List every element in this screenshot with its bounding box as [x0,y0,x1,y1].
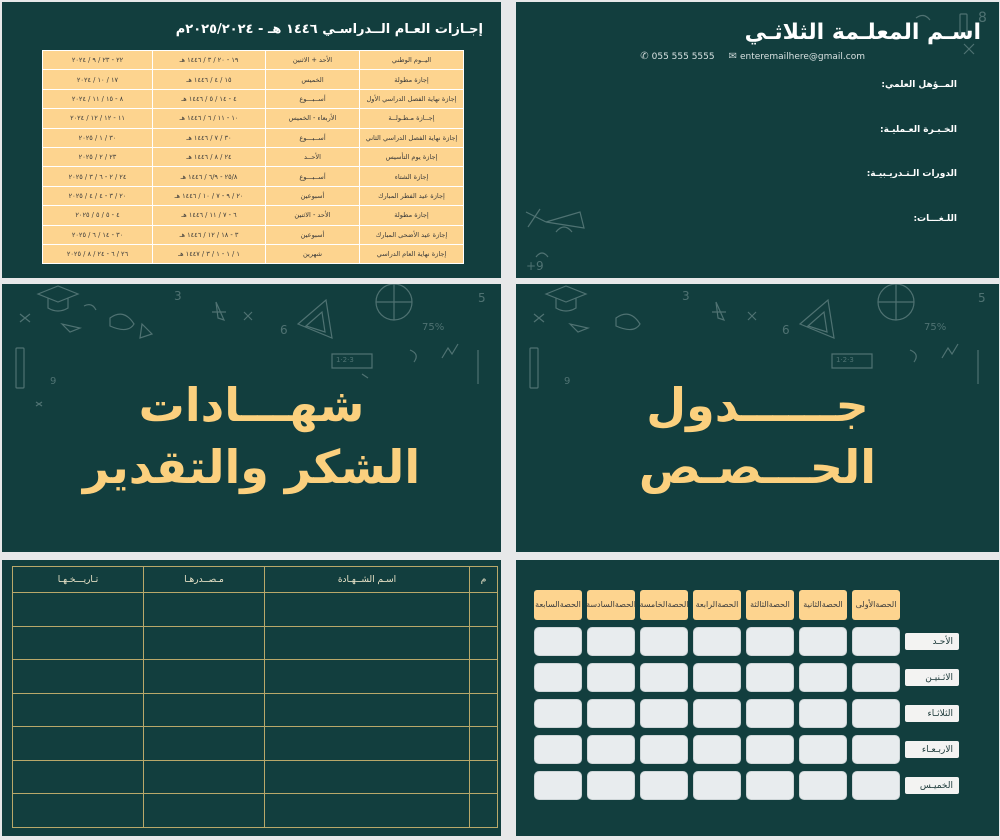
holiday-hijri-date: ٤ - ١٤ / ٥ / ١٤٤٦ هـ [153,89,266,108]
cell-source[interactable] [144,727,265,761]
holiday-row [43,51,464,70]
schedule-cell[interactable] [534,663,582,692]
schedule-cell[interactable] [693,699,741,728]
holiday-hijri-date: ١٩ - ٢٠ / ٣ / ١٤٤٦ هـ [153,51,266,70]
certificate-row [13,593,498,627]
holiday-hijri-date: ١ / ١ - ١ / ٣ / ١٤٤٧ هـ [153,244,266,263]
certificate-row [13,693,498,727]
holiday-gregorian-date: ٤ - ٥ / ٥ / ٢٠٢٥ [43,206,153,225]
holiday-gregorian-date: ٢٢ - ٢٣ / ٩ / ٢٠٢٤ [43,51,153,70]
schedule-cell[interactable] [693,663,741,692]
holidays-title: إجـازات العـام الــدراسـي ١٤٤٦ هـ - ٢٠٢٥/٢٠٢٤م [175,22,483,37]
period-header [746,590,794,620]
schedule-cell[interactable] [587,735,635,764]
holiday-row [43,128,464,147]
cell-source[interactable] [144,626,265,660]
cell-date[interactable] [13,760,144,794]
schedule-title-line1: جــــــدول [646,378,869,432]
schedule-cell[interactable] [693,771,741,800]
schedule-cell[interactable] [799,699,847,728]
svg-text:1·2·3: 1·2·3 [336,356,354,364]
period-ordinal: السادسة [586,600,615,609]
holiday-gregorian-date: ٢٦ / ٦ - ٢٤ / ٨ / ٢٠٢٥ [43,244,153,263]
holiday-duration: الأحد + الاثنين [266,51,360,70]
day-label: الثلاثـاء [905,705,959,722]
period-ordinal: الثالثة [750,600,769,609]
slide-certificates-cover[interactable] [2,284,501,552]
svg-text:8: 8 [978,10,987,26]
cell-date[interactable] [13,660,144,694]
holiday-gregorian-date: ٣٠ / ١ / ٢٠٢٥ [43,128,153,147]
email-address: enteremailhere@gmail.com [740,52,865,62]
holiday-gregorian-date: ٢٠ / ٣ - ٤ / ٤ / ٢٠٢٥ [43,186,153,205]
holiday-gregorian-date: ٢٣ / ٢ / ٢٠٢٥ [43,147,153,166]
day-label: الأحـد [905,633,959,650]
period-ordinal: الخامسة [639,600,668,609]
phone-number: 055 555 5555 [651,52,715,62]
schedule-grid [534,590,959,800]
cell-number[interactable] [470,626,498,660]
cell-source[interactable] [144,693,265,727]
period-label: الحصة [768,600,790,609]
schedule-cell[interactable] [587,699,635,728]
holiday-duration: أســبـــوع [266,128,360,147]
schedule-cell[interactable] [852,735,900,764]
period-header [693,590,741,620]
period-label: الحصة [614,600,636,609]
courses-label: الدورات الـتـدريـبيـة: [866,169,957,179]
cell-certificate-name[interactable] [265,593,470,627]
holiday-hijri-date: ٢٤ / ٨ / ١٤٤٦ هـ [153,147,266,166]
period-label: الحصة [821,600,843,609]
period-header [587,590,635,620]
holiday-name: إجازة نهاية الفصل الدراسي الأول [360,89,464,108]
holiday-gregorian-date: ٢٤ / ٢ - ٦ / ٣ / ٢٠٢٥ [43,167,153,186]
holiday-hijri-date: ٢٠ / ٩ - ٧ / ١٠ / ١٤٤٦ هـ [153,186,266,205]
holiday-name: إجازة مطولة [360,70,464,89]
cell-number[interactable] [470,660,498,694]
holiday-hijri-date: ٣ - ١٨ / ١٢ / ١٤٤٦ هـ [153,225,266,244]
holiday-duration: شهرين [266,244,360,263]
holiday-row [43,167,464,186]
certificate-row [13,660,498,694]
certificates-title-line1: شهـــادات [138,378,365,432]
schedule-cell[interactable] [746,663,794,692]
svg-text:3: 3 [174,289,182,303]
holiday-row [43,244,464,263]
schedule-title-line2: الحـــصـص [638,440,877,494]
slide-certificates-table[interactable] [2,560,501,836]
period-ordinal: الثانية [803,600,822,609]
holiday-name: إجازة عيد الفطر المبارك [360,186,464,205]
period-label: الحصة [875,600,897,609]
schedule-cell[interactable] [534,627,582,656]
schedule-cell[interactable] [534,699,582,728]
holiday-hijri-date: ٦ - ٧ / ١١ / ١٤٤٦ هـ [153,206,266,225]
holiday-row [43,147,464,166]
holiday-gregorian-date: ١١ - ١٢ / ١٢ / ٢٠٢٤ [43,109,153,128]
holiday-name: إجازة مطولة [360,206,464,225]
schedule-cell[interactable] [640,627,688,656]
slide-weekly-schedule[interactable] [516,560,999,836]
slide-holidays[interactable] [2,2,501,278]
holiday-name: إجازة نهاية الفصل الدراسي الثاني [360,128,464,147]
schedule-cell[interactable] [746,771,794,800]
day-label: الخميـس [905,777,959,794]
schedule-cell[interactable] [587,627,635,656]
holiday-duration: الخميس [266,70,360,89]
certificate-row [13,794,498,828]
holiday-row [43,186,464,205]
svg-text:9: 9 [50,376,57,387]
languages-label: اللـغـــات: [913,214,957,224]
cell-date[interactable] [13,693,144,727]
holiday-name: إجازة نهاية العام الدراسي [360,244,464,263]
cell-number[interactable] [470,693,498,727]
holiday-duration: أســبـــوع [266,167,360,186]
schedule-cell[interactable] [852,627,900,656]
svg-text:9: 9 [564,376,571,387]
day-label: الاربـعـاء [905,741,959,758]
cell-date[interactable] [13,727,144,761]
schedule-cell[interactable] [587,663,635,692]
holiday-duration: الأحــد [266,147,360,166]
period-label: الحصة [667,600,689,609]
schedule-cell[interactable] [852,771,900,800]
schedule-cell[interactable] [799,771,847,800]
header-number: م [470,567,498,593]
email-contact [729,51,865,62]
day-label: الاثـنيـن [905,669,959,686]
holiday-gregorian-date: ٣٠ - ١٤ / ٦ / ٢٠٢٥ [43,225,153,244]
holiday-row [43,225,464,244]
schedule-cell[interactable] [534,735,582,764]
cell-date[interactable] [13,794,144,828]
svg-text:75%: 75% [924,322,947,333]
svg-text:5: 5 [478,291,486,305]
certificate-row [13,626,498,660]
cell-certificate-name[interactable] [265,760,470,794]
holiday-gregorian-date: ١٧ / ١٠ / ٢٠٢٤ [43,70,153,89]
qualification-label: المــؤهل العلمي: [881,80,957,90]
phone-icon: ✆ [640,51,649,62]
certificate-row [13,760,498,794]
contact-info [640,51,865,62]
certificates-header-row [13,567,498,593]
cell-date[interactable] [13,626,144,660]
holiday-name: إجازة يوم التأسيس [360,147,464,166]
cell-source[interactable] [144,660,265,694]
schedule-cell[interactable] [640,663,688,692]
cell-certificate-name[interactable] [265,727,470,761]
svg-text:3: 3 [682,289,690,303]
schedule-cell[interactable] [746,627,794,656]
period-ordinal: الأولى [855,600,876,609]
schedule-cell[interactable] [640,699,688,728]
schedule-cell[interactable] [746,699,794,728]
certificates-table [12,566,498,828]
schedule-cell[interactable] [852,663,900,692]
cell-certificate-name[interactable] [265,626,470,660]
cell-certificate-name[interactable] [265,660,470,694]
teacher-name: اسـم المعلـمة الثلاثـي [744,20,981,45]
schedule-cell[interactable] [693,627,741,656]
cell-number[interactable] [470,760,498,794]
header-certificate-name: اسـم الشــهـادة [265,567,470,593]
certificate-row [13,727,498,761]
holiday-row [43,109,464,128]
phone-contact [640,51,714,62]
holiday-name: اليــوم الوطني [360,51,464,70]
schedule-cell[interactable] [799,627,847,656]
holiday-hijri-date: ١٥ / ٤ / ١٤٤٦ هـ [153,70,266,89]
cell-certificate-name[interactable] [265,794,470,828]
header-source: مـصــدرهـا [144,567,265,593]
holiday-duration: الأحد - الاثنين [266,206,360,225]
period-ordinal: الرابعة [695,600,718,609]
cell-number[interactable] [470,794,498,828]
holiday-duration: أســبـــوع [266,89,360,108]
cell-number[interactable] [470,727,498,761]
cell-certificate-name[interactable] [265,693,470,727]
svg-text:1·2·3: 1·2·3 [836,356,854,364]
holiday-name: إجازة عيد الأضحى المبارك [360,225,464,244]
slide-teacher-profile[interactable] [516,2,999,278]
experience-label: الخـبـرة العـمليـة: [880,125,957,135]
holiday-hijri-date: ١٠ - ١١ / ٦ / ١٤٤٦ هـ [153,109,266,128]
cell-date[interactable] [13,593,144,627]
schedule-cell[interactable] [852,699,900,728]
slide-schedule-cover[interactable] [516,284,999,552]
svg-text:6: 6 [782,323,790,337]
period-label: الحصة [717,600,739,609]
holiday-hijri-date: ٣٠ / ٧ / ١٤٤٦ هـ [153,128,266,147]
holiday-name: إجازة الشتاء [360,167,464,186]
schedule-cell[interactable] [587,771,635,800]
cell-source[interactable] [144,760,265,794]
holiday-duration: الأربعاء - الخميس [266,109,360,128]
email-icon: ✉ [728,51,737,62]
period-header [640,590,688,620]
svg-text:6: 6 [280,323,288,337]
period-header [852,590,900,620]
holiday-duration: أسبوعين [266,186,360,205]
cell-source[interactable] [144,794,265,828]
holiday-gregorian-date: ٨ - ١٥ / ١١ / ٢٠٢٤ [43,89,153,108]
svg-text:75%: 75% [422,322,445,333]
period-ordinal: السابعة [535,600,560,609]
holiday-row [43,89,464,108]
holiday-duration: أسبوعين [266,225,360,244]
cell-source[interactable] [144,593,265,627]
holiday-name: إجــازة مـطـولــة [360,109,464,128]
holiday-hijri-date: ٢٥/٨ - ٦/٩ / ١٤٤٦ هـ [153,167,266,186]
schedule-cell[interactable] [640,735,688,764]
holiday-row [43,206,464,225]
holiday-row [43,70,464,89]
schedule-cell[interactable] [640,771,688,800]
schedule-cell[interactable] [799,735,847,764]
svg-text:5: 5 [978,291,986,305]
header-date: تـاريـــخـهـا [13,567,144,593]
cell-number[interactable] [470,593,498,627]
schedule-cell[interactable] [693,735,741,764]
schedule-cell[interactable] [746,735,794,764]
schedule-cell[interactable] [799,663,847,692]
period-header [534,590,582,620]
period-header [799,590,847,620]
certificates-title-line2: الشكر والتقدير [82,440,421,494]
schedule-cell[interactable] [534,771,582,800]
period-label: الحصة [559,600,581,609]
grid-corner [905,590,959,620]
holidays-table [42,50,464,264]
svg-text:+9: +9 [526,259,544,273]
